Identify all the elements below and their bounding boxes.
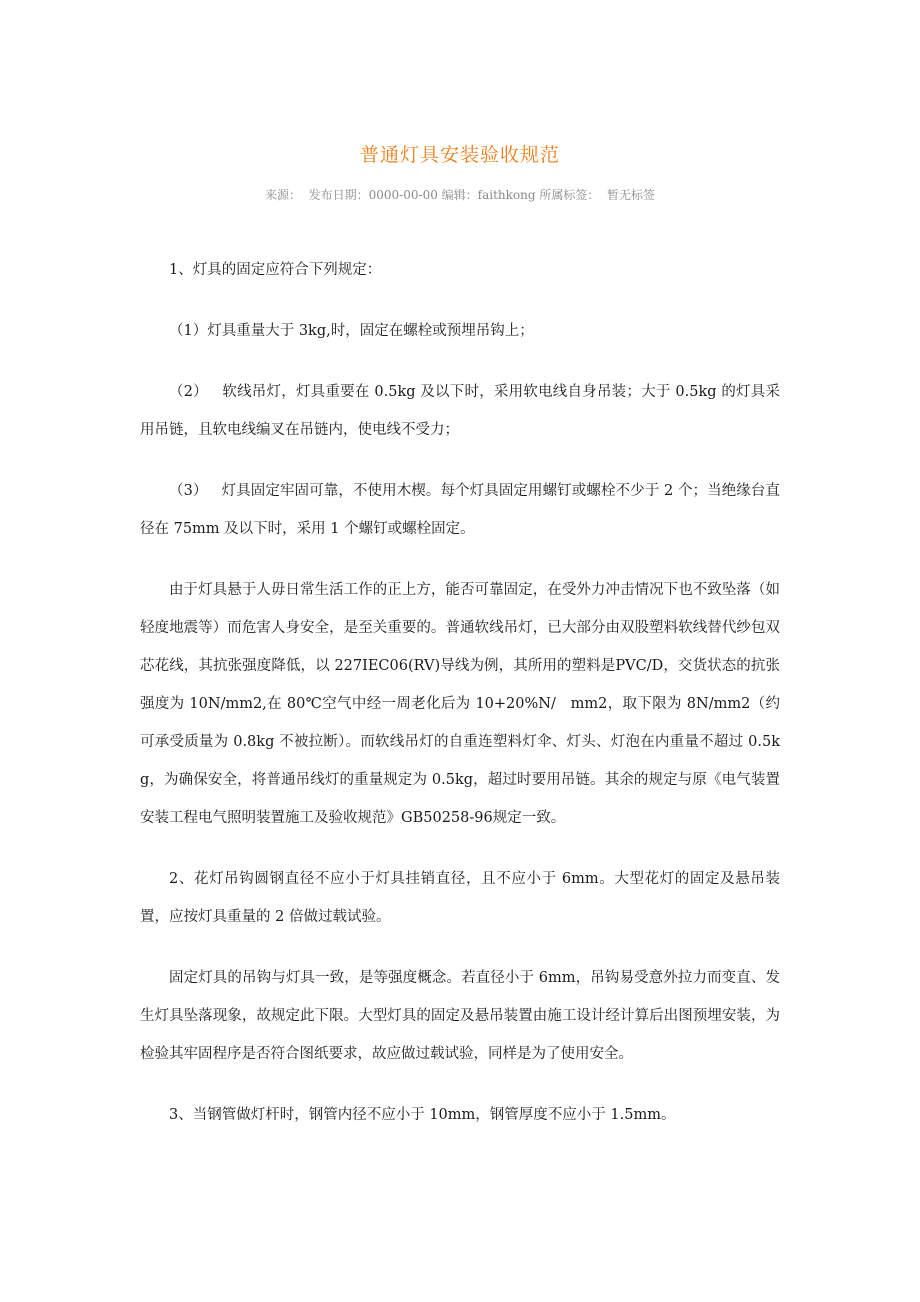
article-title: 普通灯具安装验收规范 — [359, 144, 560, 166]
paragraph: （1）灯具重量大于 3kg,时，固定在螺栓或预埋吊钩上； — [169, 323, 534, 339]
article-meta: 来源： 发布日期：0000-00-00 编辑：faithkong 所属标签： 暂无标签 — [265, 188, 655, 202]
paragraph: 3、当钢管做灯杆时，钢管内径不应小于 10mm，钢管厚度不应小于 1.5mm。 — [169, 1107, 676, 1123]
paragraph: 固定灯具的吊钩与灯具一致，是等强度概念。若直径小于 6mm，吊钩易受意外拉力而变直、发生灯具坠落现象，故规定此下限。大型灯具的固定及悬吊装置由施工设计经计算后出图预埋安装，为检验其牢固程序是否符合图纸要求，故应做过载试验，同样是为了使用安全。 — [140, 970, 780, 1062]
paragraph: （2） 软线吊灯，灯具重要在 0.5kg 及以下时，采用软电线自身吊装；大于 0.5kg 的灯具采用吊链，且软电线编叉在吊链内，使电线不受力； — [140, 384, 780, 438]
paragraph: （3） 灯具固定牢固可靠，不使用木楔。每个灯具固定用螺钉或螺栓不少于 2 个；当绝缘台直径在 75mm 及以下时，采用 1 个螺钉或螺栓固定。 — [140, 483, 780, 537]
paragraph: 1、灯具的固定应符合下列规定： — [169, 262, 382, 278]
paragraph: 由于灯具悬于人毋日常生活工作的正上方，能否可靠固定，在受外力冲击情况下也不致坠落（如轻度地震等）而危害人身安全，是至关重要的。普通软线吊灯，已大部分由双股塑料软线替代纱包双芯花线，其抗张强度降低，以 227IEC06(RV)导线为例，其所用的塑料是PVC/D，交货状态的抗张强度为 10N/mm2,在 80℃空气中经一周老化后为 10+20%N/ mm2，取下限为 8N/mm2（约可承受质量为 0.8kg 不被拉断）。而软线吊灯的自重连塑料灯伞、灯头、灯泡在内重量不超过 0.5kg，为确保安全，将普通吊线灯的重量规定为 0.5kg，超过时要用吊链。其余的规定与原《电气装置安装工程电气照明装置施工及验收规范》GB50258-96规定一致。 — [140, 582, 780, 826]
paragraph: 2、花灯吊钩圆钢直径不应小于灯具挂销直径，且不应小于 6mm。大型花灯的固定及悬吊装置，应按灯具重量的 2 倍做过载试验。 — [140, 871, 780, 925]
article-body — [140, 251, 780, 1157]
